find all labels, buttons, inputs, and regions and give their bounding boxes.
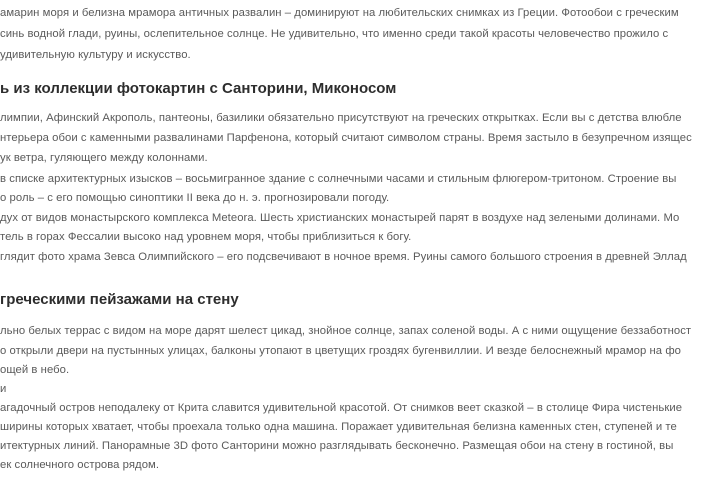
section2-line-2: о открыли двери на пустынных улицах, балконы утопают в цветущих гроздях бугенвиллии. И везде белоснежный мрамор на фо bbox=[0, 345, 681, 357]
section1-line-3: ук ветра, гуляющего между колоннами. bbox=[0, 152, 208, 164]
section1-line-8: глядит фото храма Зевса Олимпийского – его подсвечивают в ночное время. Руины самого большого строения в древней Эллад bbox=[0, 251, 687, 263]
section-heading-greek-landscapes: греческими пейзажами на стену bbox=[0, 291, 239, 308]
section1-line-7: тель в горах Фессалии высоко над уровнем моря, чтобы приблизиться к богу. bbox=[0, 231, 412, 243]
section2-line-6: ширины которых хватает, чтобы проехала только одна машина. Поражает удивительная белизна каменных стен, ступеней и те bbox=[0, 421, 677, 433]
section1-line-2: нтерьера обои с каменными развалинами Парфенона, который считают символом страны. Время застыло в безупречном изящес bbox=[0, 132, 692, 144]
section2-line-8: ек солнечного острова рядом. bbox=[0, 459, 160, 471]
section1-line-4: в списке архитектурных изысков – восьмигранное здание с солнечными часами и стильным флюгером-тритоном. Строение вы bbox=[0, 173, 677, 185]
section1-line-5: о роль – с его помощью синоптики II века до н. э. прогнозировали погоду. bbox=[0, 192, 390, 204]
intro-line-3: удивительную культуру и искусство. bbox=[0, 49, 191, 61]
intro-line-2: синь водной глади, руины, ослепительное солнце. Не удивительно, что именно среди такой красоты человечество прожило с bbox=[0, 28, 669, 40]
section1-line-1: лимпии, Афинский Акрополь, пантеоны, базилики обязательно присутствуют на греческих открытках. Если вы с детства влюбле bbox=[0, 112, 682, 124]
section2-line-4: и bbox=[0, 383, 7, 395]
section2-line-7: итектурных линий. Панорамные 3D фото Санторини можно разглядывать бесконечно. Размещая обои на стену в гостиной, вы bbox=[0, 440, 674, 452]
section2-line-1: льно белых террас с видом на море дарят шелест цикад, знойное солнце, запах соленой воды. А с ними ощущение беззаботност bbox=[0, 325, 692, 337]
section2-line-3: ощей в небо. bbox=[0, 364, 70, 376]
section1-line-6: дух от видов монастырского комплекса Meteora. Шесть христианских монастырей парят в воздухе над зелеными долинами. Мо bbox=[0, 212, 680, 224]
intro-line-1: амарин моря и белизна мрамора античных развалин – доминируют на любительских снимках из Греции. Фотообои с греческим bbox=[0, 7, 679, 19]
section2-line-5: агадочный остров неподалеку от Крита славится удивительной красотой. От снимков веет сказкой – в столице Фира чистенькие bbox=[0, 402, 683, 414]
section-heading-santorini-mykonos: ь из коллекции фотокартин с Санторини, Миконосом bbox=[0, 80, 397, 97]
